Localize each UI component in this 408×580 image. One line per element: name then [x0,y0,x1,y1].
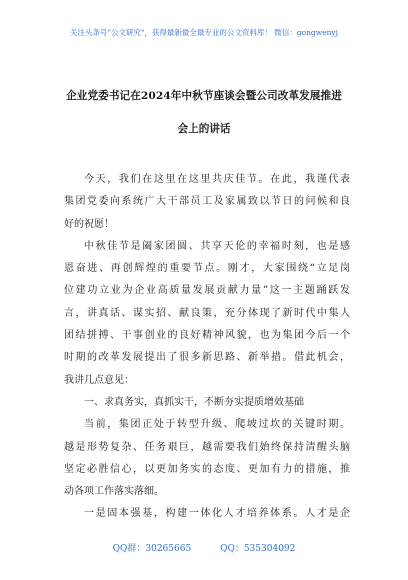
footer-contact [0,541,408,554]
paragraph-line: 动各项工作落实落细。 [64,486,164,498]
body-text [64,169,350,526]
paragraph-line: 好的祝愿！ [64,218,114,230]
qq-group-number: QQ群：30265665 [112,544,192,554]
paragraph-line: 坚定必胜信心，以更加务实的态度、更加有力的措施，推 [64,463,350,475]
paragraph-line: 集团党委向系统广大干部员工及家属致以节日的问候和良 [64,196,350,208]
paragraph-line: 时期的改革发展提出了很多新思路、新举措。借此机会， [64,352,350,364]
paragraph-line: 越是形势复杂、任务艰巨，越需要我们始终保持清醒头脑 [64,441,350,453]
document-title: 企业党委书记在2024年中秋节座谈会暨公司改革发展推进 [66,90,342,102]
paragraph-line: 团结拼搏、干事创业的良好精神风貌，也为集团今后一个 [64,330,350,342]
paragraph-line: 今天，我们在这里在这里共庆佳节。在此，我谨代表 [84,174,350,185]
paragraph-line: 一是固本强基，构建一体化人才培养体系。人才是企 [84,508,350,520]
document-subtitle: 会上的讲话 [177,123,231,135]
paragraph-line: 恩奋进、再创辉煌的重要节点。刚才，大家围绕“立足岗 [64,263,350,275]
qq-number: QQ：535304092 [220,544,296,554]
paragraph-line: 中秋佳节是阖家团圆、共享天伦的幸福时刻，也是感 [84,240,350,252]
header-banner: 关注头条号"公文研究"，获得最新最全最专业的公文资料库！ 微信：gongwenyj [70,28,338,37]
section-heading: 一、求真务实，真抓实干，不断夯实提质增效基础 [84,396,304,408]
paragraph-line: 言，讲真话、谋实招、献良策，充分体现了新时代中集人 [64,307,350,319]
paragraph-line: 位建功立业为企业高质量发展贡献力量”这一主题踊跃发 [64,285,350,297]
paragraph-line: 当前，集团正处于转型升级、爬坡过坎的关键时期。 [84,419,350,431]
paragraph-line: 我讲几点意见： [64,374,134,386]
